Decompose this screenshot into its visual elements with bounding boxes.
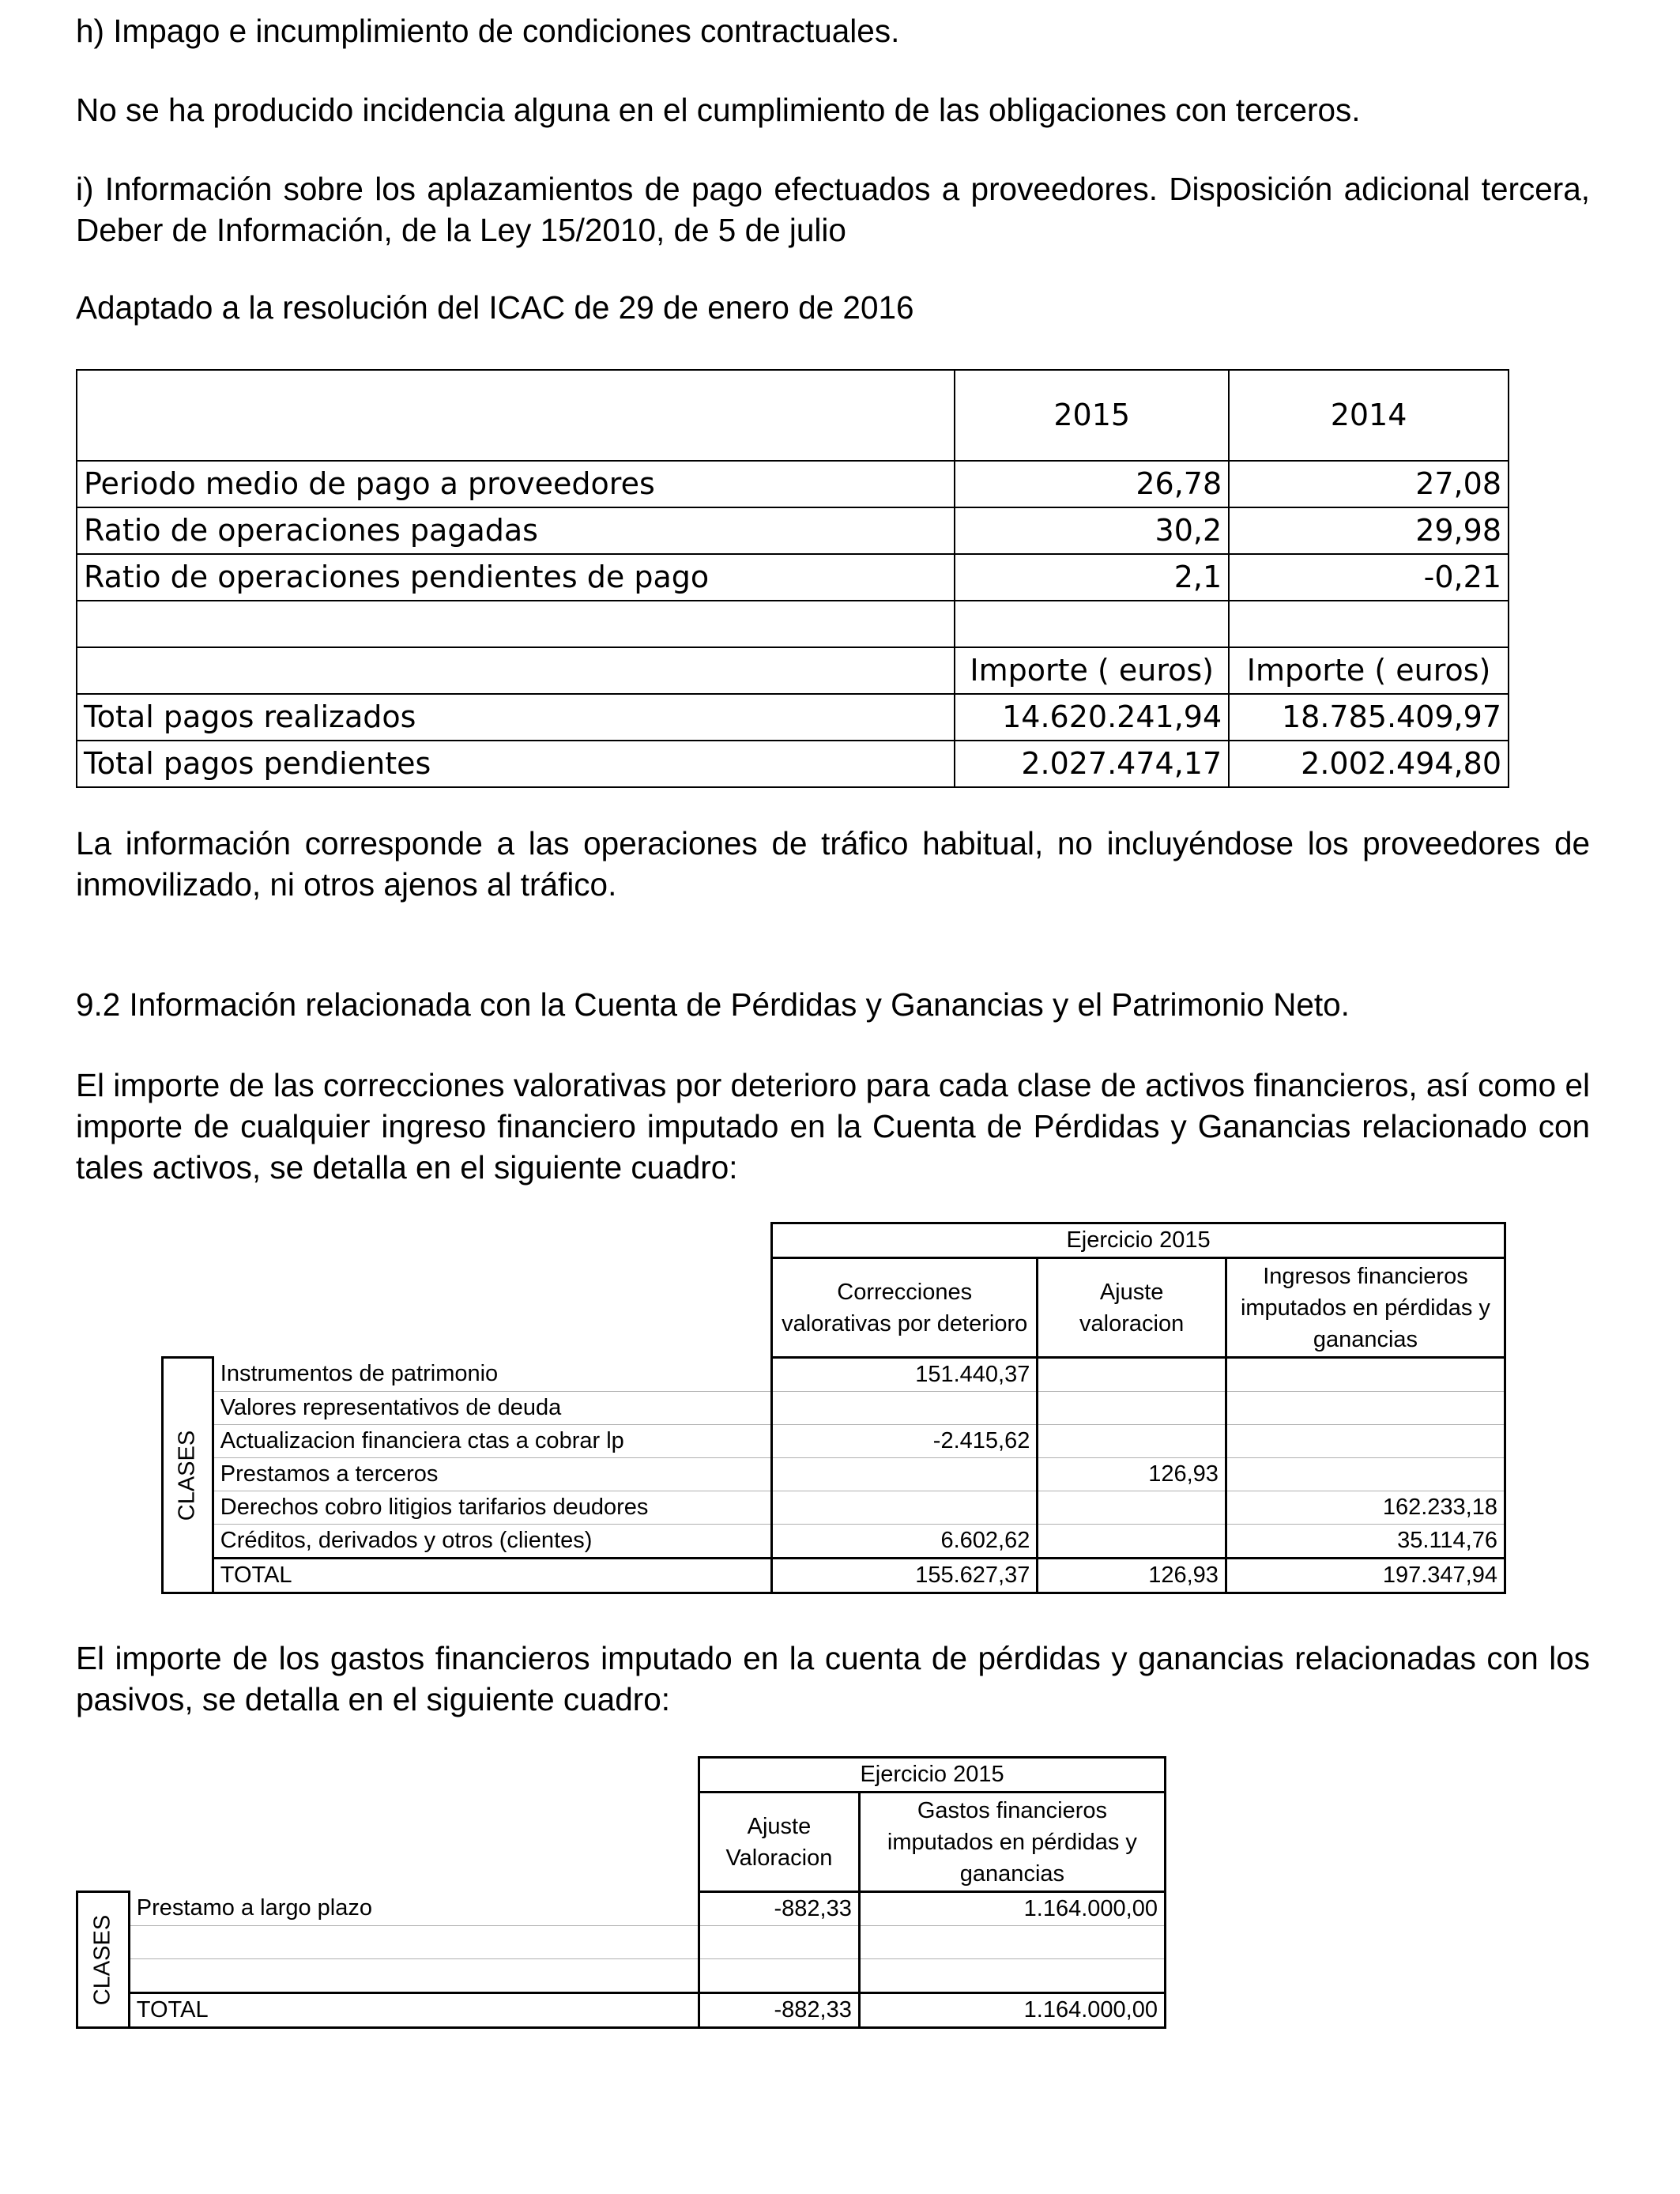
section-h-heading: h) Impago e incumplimiento de condiciones contractuales. — [76, 13, 900, 49]
empty-header-cell — [77, 370, 955, 461]
ajuste-value: 126,93 — [1038, 1458, 1226, 1491]
ajuste-value — [1038, 1525, 1226, 1559]
value-2014: 27,08 — [1229, 461, 1509, 507]
empty-row — [77, 1926, 1166, 1959]
empty-row — [77, 601, 1509, 647]
table-row — [163, 1425, 1505, 1458]
row-label: Periodo medio de pago a proveedores — [77, 461, 955, 507]
table-row — [77, 694, 1509, 741]
row-label: Instrumentos de patrimonio — [213, 1358, 771, 1392]
row-label: Prestamo a largo plazo — [129, 1892, 699, 1926]
importe-gastos-paragraph: El importe de los gastos financieros imputado en la cuenta de pérdidas y ganancias relacionadas con los pasivos, se detalla en el siguiente cuadro: — [76, 1640, 1590, 1717]
table-row — [77, 554, 1509, 601]
correcciones-header: Correcciones valorativas por deterioro — [772, 1258, 1038, 1358]
value-2015: 2.027.474,17 — [955, 741, 1229, 787]
ajuste-value — [1038, 1358, 1226, 1392]
row-label: Ratio de operaciones pagadas — [77, 507, 955, 554]
correcciones-value: 6.602,62 — [772, 1525, 1038, 1559]
total-row — [77, 1993, 1166, 2028]
table-row — [77, 1892, 1166, 1926]
correcciones-value — [772, 1458, 1038, 1491]
ajuste-value — [1038, 1392, 1226, 1425]
total-ingresos: 197.347,94 — [1226, 1559, 1505, 1593]
importe-header-2014: Importe ( euros) — [1229, 647, 1509, 694]
importe-header-row — [77, 647, 1509, 694]
table-row — [163, 1491, 1505, 1525]
ingresos-value — [1226, 1425, 1505, 1458]
total-gastos: 1.164.000,00 — [859, 1993, 1165, 2028]
ajuste-value — [1038, 1425, 1226, 1458]
total-row — [163, 1559, 1505, 1593]
empty-row — [77, 1959, 1166, 1993]
proveedores-table — [76, 369, 1509, 788]
gastos-financieros-header: Gastos financieros imputados en pérdidas y ganancias — [859, 1793, 1165, 1892]
no-incidencia-paragraph: No se ha producido incidencia alguna en el cumplimiento de las obligaciones con terceros. — [76, 92, 1361, 128]
value-2014: 18.785.409,97 — [1229, 694, 1509, 741]
year-2014-header: 2014 — [1229, 370, 1509, 461]
value-2014: -0,21 — [1229, 554, 1509, 601]
correcciones-value — [772, 1491, 1038, 1525]
ejercicio-2015-header: Ejercicio 2015 — [772, 1223, 1505, 1258]
correcciones-value: -2.415,62 — [772, 1425, 1038, 1458]
table-row — [77, 741, 1509, 787]
total-correcciones: 155.627,37 — [772, 1559, 1038, 1593]
table-row — [163, 1525, 1505, 1559]
value-2014: 2.002.494,80 — [1229, 741, 1509, 787]
activos-financieros-table — [161, 1222, 1506, 1594]
row-label: Prestamos a terceros — [213, 1458, 771, 1491]
ingresos-value — [1226, 1458, 1505, 1491]
row-label: Valores representativos de deuda — [213, 1392, 771, 1425]
row-label: Ratio de operaciones pendientes de pago — [77, 554, 955, 601]
total-label: TOTAL — [129, 1993, 699, 2028]
correcciones-value: 151.440,37 — [772, 1358, 1038, 1392]
total-label: TOTAL — [213, 1559, 771, 1593]
row-label: Total pagos pendientes — [77, 741, 955, 787]
row-label: Actualizacion financiera ctas a cobrar lp — [213, 1425, 771, 1458]
info-trafico-paragraph: La información corresponde a las operaciones de tráfico habitual, no incluyéndose los proveedores de inmovilizado, ni otros ajenos al tráfico. — [76, 825, 1590, 903]
section-9-2-heading: 9.2 Información relacionada con la Cuenta de Pérdidas y Ganancias y el Patrimonio Neto. — [76, 986, 1350, 1023]
ajuste-valoracion-header: Ajuste Valoracion — [699, 1793, 860, 1892]
section-i-paragraph: i) Información sobre los aplazamientos de pago efectuados a proveedores. Disposición adicional tercera, Deber de Información, de la Ley 15/2010, de 5 de julio — [76, 171, 1590, 248]
value-2015: 2,1 — [955, 554, 1229, 601]
ingresos-value: 162.233,18 — [1226, 1491, 1505, 1525]
correcciones-value — [772, 1392, 1038, 1425]
importe-correcciones-paragraph: El importe de las correcciones valorativas por deterioro para cada clase de activos financieros, así como el importe de cualquier ingreso financiero imputado en la Cuenta de Pérdidas y Ganancias relacionado con tales activos, se detalla en el siguiente cuadro: — [76, 1067, 1590, 1186]
total-ajuste: 126,93 — [1038, 1559, 1226, 1593]
pasivos-table — [76, 1756, 1166, 2029]
value-2015: 14.620.241,94 — [955, 694, 1229, 741]
gastos-value: 1.164.000,00 — [859, 1892, 1165, 1926]
ingresos-value — [1226, 1392, 1505, 1425]
adaptado-paragraph: Adaptado a la resolución del ICAC de 29 de enero de 2016 — [76, 289, 914, 326]
importe-header-2015: Importe ( euros) — [955, 647, 1229, 694]
clases-label: CLASES — [163, 1358, 213, 1593]
clases-label: CLASES — [77, 1892, 130, 2028]
table-row — [163, 1392, 1505, 1425]
ajuste-valoracion-header: Ajuste valoracion — [1038, 1258, 1226, 1358]
ingresos-value: 35.114,76 — [1226, 1525, 1505, 1559]
ajuste-value: -882,33 — [699, 1892, 860, 1926]
row-label: Total pagos realizados — [77, 694, 955, 741]
table-row — [77, 507, 1509, 554]
total-ajuste: -882,33 — [699, 1993, 860, 2028]
row-label: Derechos cobro litigios tarifarios deudores — [213, 1491, 771, 1525]
value-2015: 26,78 — [955, 461, 1229, 507]
value-2014: 29,98 — [1229, 507, 1509, 554]
ejercicio-2015-header: Ejercicio 2015 — [699, 1758, 1166, 1793]
row-label: Créditos, derivados y otros (clientes) — [213, 1525, 771, 1559]
table-row — [163, 1458, 1505, 1491]
table-row — [163, 1358, 1505, 1392]
ingresos-value — [1226, 1358, 1505, 1392]
ingresos-financieros-header: Ingresos financieros imputados en pérdidas y ganancias — [1226, 1258, 1505, 1358]
year-2015-header: 2015 — [955, 370, 1229, 461]
ajuste-value — [1038, 1491, 1226, 1525]
table-header-row — [77, 370, 1509, 461]
table-row — [77, 461, 1509, 507]
value-2015: 30,2 — [955, 507, 1229, 554]
